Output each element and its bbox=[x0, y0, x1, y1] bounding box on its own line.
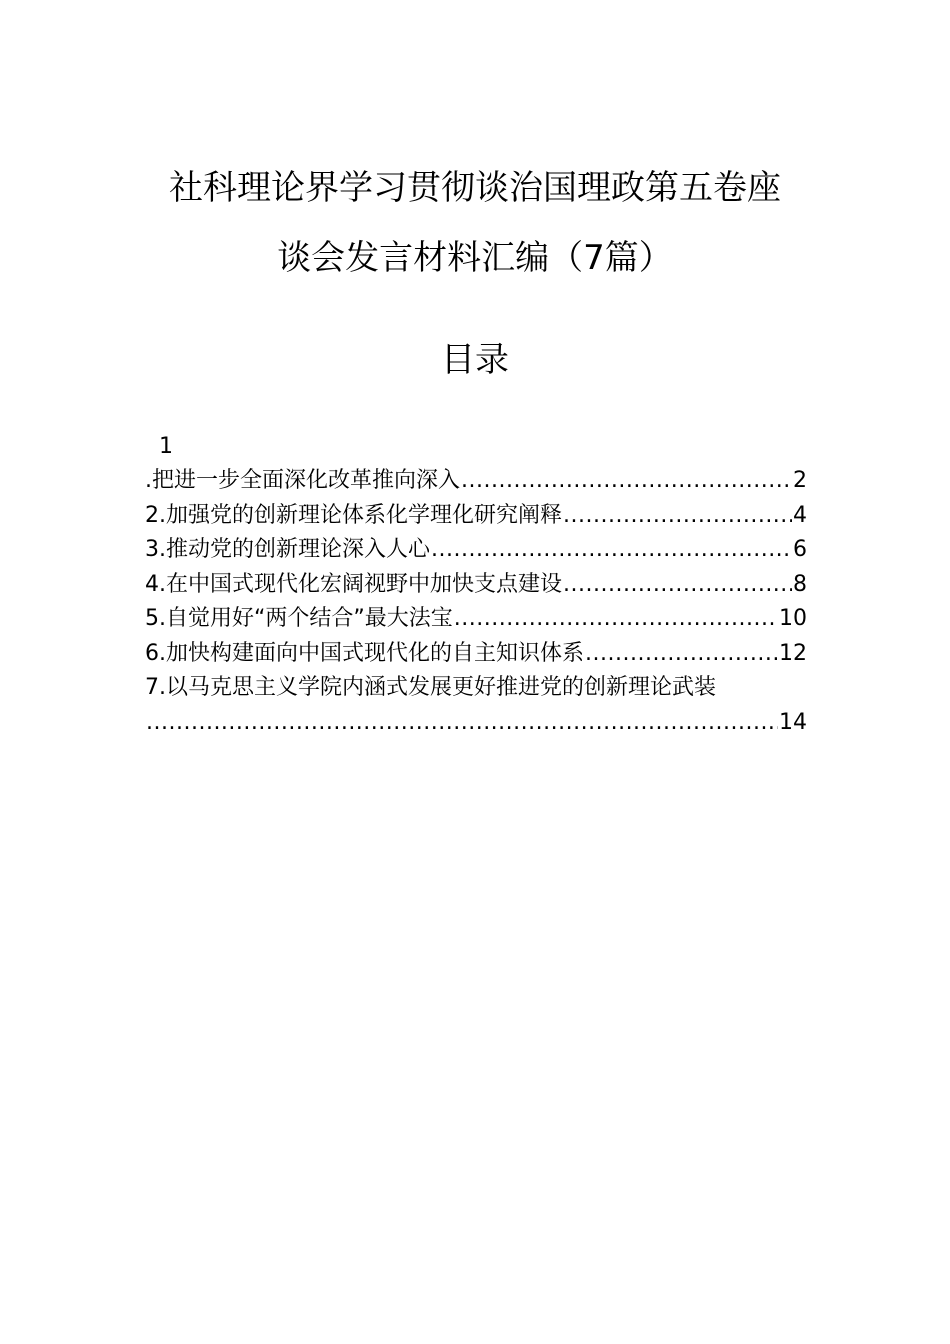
toc-entry-page: 12 bbox=[779, 640, 807, 666]
toc-leader-dots bbox=[563, 499, 792, 534]
toc-leader-dots bbox=[461, 464, 792, 499]
toc-entry-page: 10 bbox=[779, 606, 807, 631]
toc-entry-page: 2 bbox=[793, 468, 807, 493]
document-title-line-2: 谈会发言材料汇编（7篇） bbox=[277, 238, 673, 278]
toc-entry-label: 5.自觉用好“两个结合”最大法宝 bbox=[145, 606, 453, 631]
toc-leader-dots bbox=[146, 706, 778, 741]
table-of-contents bbox=[145, 430, 807, 740]
toc-leader-dots bbox=[563, 568, 792, 603]
toc-entry-label: 6.加快构建面向中国式现代化的自主知识体系 bbox=[145, 640, 584, 666]
toc-entry-1[interactable] bbox=[145, 464, 807, 499]
toc-entry-7-continuation[interactable] bbox=[145, 706, 807, 741]
toc-entry-label: 2.加强党的创新理论体系化学理化研究阐释 bbox=[145, 502, 562, 528]
toc-heading: 目录 bbox=[441, 340, 509, 380]
toc-entry-label: 7.以马克思主义学院内涵式发展更好推进党的创新理论武装 bbox=[145, 675, 716, 700]
toc-entry-7[interactable] bbox=[145, 671, 807, 706]
toc-entry-label: 3.推动党的创新理论深入人心 bbox=[145, 537, 430, 562]
toc-entry-page: 8 bbox=[793, 571, 807, 597]
toc-entry-2[interactable] bbox=[145, 499, 807, 534]
toc-entry-4[interactable] bbox=[145, 568, 807, 603]
toc-entry-page: 14 bbox=[779, 709, 807, 735]
toc-leader-dots bbox=[431, 533, 792, 568]
toc-entry-5[interactable] bbox=[145, 602, 807, 637]
document-title-line-1: 社科理论界学习贯彻谈治国理政第五卷座 bbox=[169, 168, 781, 208]
toc-entry-label: 4.在中国式现代化宏阔视野中加快支点建设 bbox=[145, 571, 562, 597]
toc-entry-6[interactable] bbox=[145, 637, 807, 672]
toc-entry-page: 6 bbox=[793, 537, 807, 562]
toc-entry-3[interactable] bbox=[145, 533, 807, 568]
toc-leader-dots bbox=[454, 602, 778, 637]
toc-entry-label: .把进一步全面深化改革推向深入 bbox=[145, 468, 460, 493]
toc-leader-dots bbox=[585, 637, 778, 672]
toc-entry-page: 4 bbox=[793, 502, 807, 528]
toc-entry-1-number: 1 bbox=[159, 434, 173, 459]
